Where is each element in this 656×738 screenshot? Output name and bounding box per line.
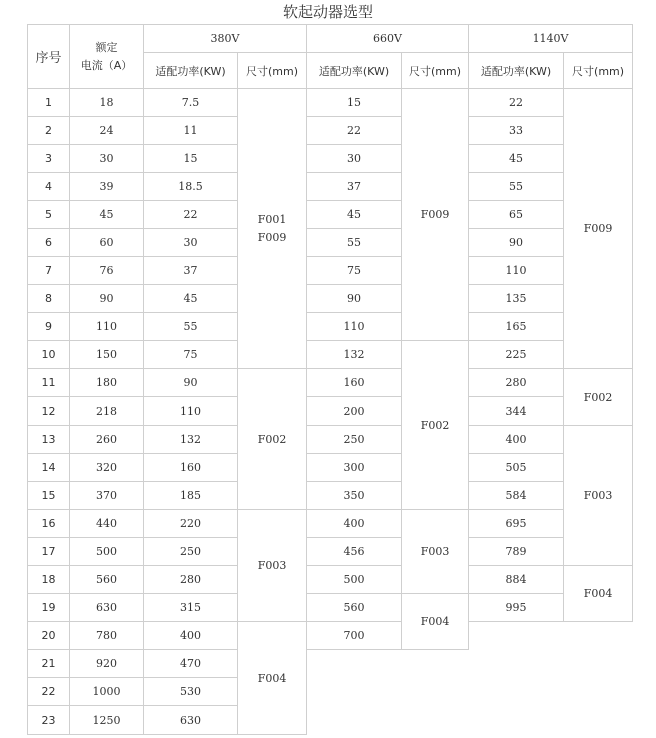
row-number: 13 bbox=[28, 426, 70, 454]
power-380-cell: 185 bbox=[144, 482, 238, 510]
row-number: 22 bbox=[28, 678, 70, 706]
size-660-group-2: F002 bbox=[402, 341, 469, 510]
rated-current-cell: 30 bbox=[70, 145, 144, 173]
table-row bbox=[28, 510, 633, 538]
power-380-cell: 530 bbox=[144, 678, 238, 706]
table-row bbox=[28, 341, 633, 369]
table-row bbox=[28, 117, 633, 145]
power-660-cell: 90 bbox=[307, 285, 402, 313]
power-1140-cell: 110 bbox=[469, 257, 564, 285]
power-660-cell: 500 bbox=[307, 566, 402, 594]
row-number: 10 bbox=[28, 341, 70, 369]
size-1140-group-4: F004 bbox=[564, 566, 633, 622]
rated-current-cell: 320 bbox=[70, 454, 144, 482]
power-380-cell: 132 bbox=[144, 426, 238, 454]
power-380-cell: 15 bbox=[144, 145, 238, 173]
table-row bbox=[28, 313, 633, 341]
header-660-size: 尺寸(mm) bbox=[402, 53, 469, 89]
power-380-cell: 110 bbox=[144, 397, 238, 426]
rated-current-cell: 630 bbox=[70, 594, 144, 622]
header-row-voltage bbox=[28, 25, 633, 53]
table-row bbox=[28, 622, 633, 650]
table-row bbox=[28, 426, 633, 454]
rated-current-cell: 218 bbox=[70, 397, 144, 426]
rated-current-cell: 920 bbox=[70, 650, 144, 678]
table-row bbox=[28, 650, 633, 678]
size-code: F009 bbox=[257, 230, 287, 244]
power-660-cell: 560 bbox=[307, 594, 402, 622]
power-660-cell: 250 bbox=[307, 426, 402, 454]
header-rated-current bbox=[70, 25, 144, 89]
size-code: F001 bbox=[257, 212, 287, 226]
size-1140-group-1: F009 bbox=[564, 89, 633, 369]
power-1140-cell: 225 bbox=[469, 341, 564, 369]
table-row bbox=[28, 257, 633, 285]
power-380-cell: 11 bbox=[144, 117, 238, 145]
header-rated-line1: 额定 bbox=[95, 40, 118, 54]
power-660-cell: 700 bbox=[307, 622, 402, 650]
table-row bbox=[28, 145, 633, 173]
header-380-power: 适配功率(KW) bbox=[144, 53, 238, 89]
table-row bbox=[28, 482, 633, 510]
power-380-cell: 90 bbox=[144, 369, 238, 397]
row-number: 12 bbox=[28, 397, 70, 426]
power-1140-cell: 505 bbox=[469, 454, 564, 482]
table-row bbox=[28, 538, 633, 566]
row-number: 16 bbox=[28, 510, 70, 538]
power-380-cell: 22 bbox=[144, 201, 238, 229]
row-number: 18 bbox=[28, 566, 70, 594]
power-660-cell: 350 bbox=[307, 482, 402, 510]
power-1140-cell: 280 bbox=[469, 369, 564, 397]
rated-current-cell: 560 bbox=[70, 566, 144, 594]
rated-current-cell: 180 bbox=[70, 369, 144, 397]
power-380-cell: 470 bbox=[144, 650, 238, 678]
power-1140-cell: 884 bbox=[469, 566, 564, 594]
row-number: 23 bbox=[28, 706, 70, 735]
header-1140-size: 尺寸(mm) bbox=[564, 53, 633, 89]
power-1140-cell: 65 bbox=[469, 201, 564, 229]
power-660-cell: 110 bbox=[307, 313, 402, 341]
power-660-cell: 160 bbox=[307, 369, 402, 397]
header-seq: 序号 bbox=[28, 25, 70, 89]
power-660-cell: 200 bbox=[307, 397, 402, 426]
table-row bbox=[28, 173, 633, 201]
row-number: 6 bbox=[28, 229, 70, 257]
rated-current-cell: 18 bbox=[70, 89, 144, 117]
empty-region bbox=[307, 650, 633, 735]
row-number: 19 bbox=[28, 594, 70, 622]
power-660-cell: 30 bbox=[307, 145, 402, 173]
power-380-cell: 400 bbox=[144, 622, 238, 650]
rated-current-cell: 45 bbox=[70, 201, 144, 229]
header-rated-line2: 电流（A） bbox=[80, 58, 133, 72]
rated-current-cell: 780 bbox=[70, 622, 144, 650]
rated-current-cell: 39 bbox=[70, 173, 144, 201]
header-660v: 660V bbox=[307, 25, 469, 53]
power-660-cell: 132 bbox=[307, 341, 402, 369]
table-row bbox=[28, 201, 633, 229]
row-number: 3 bbox=[28, 145, 70, 173]
power-380-cell: 315 bbox=[144, 594, 238, 622]
power-1140-cell: 400 bbox=[469, 426, 564, 454]
rated-current-cell: 90 bbox=[70, 285, 144, 313]
table-row bbox=[28, 397, 633, 426]
power-380-cell: 280 bbox=[144, 566, 238, 594]
empty-region bbox=[469, 622, 633, 650]
power-380-cell: 45 bbox=[144, 285, 238, 313]
rated-current-cell: 24 bbox=[70, 117, 144, 145]
size-1140-group-3: F003 bbox=[564, 426, 633, 566]
row-number: 5 bbox=[28, 201, 70, 229]
power-380-cell: 37 bbox=[144, 257, 238, 285]
power-660-cell: 15 bbox=[307, 89, 402, 117]
power-380-cell: 250 bbox=[144, 538, 238, 566]
row-number: 11 bbox=[28, 369, 70, 397]
power-380-cell: 630 bbox=[144, 706, 238, 735]
power-660-cell: 55 bbox=[307, 229, 402, 257]
header-380v: 380V bbox=[144, 25, 307, 53]
row-number: 7 bbox=[28, 257, 70, 285]
power-380-cell: 55 bbox=[144, 313, 238, 341]
rated-current-cell: 60 bbox=[70, 229, 144, 257]
rated-current-cell: 110 bbox=[70, 313, 144, 341]
power-380-cell: 160 bbox=[144, 454, 238, 482]
power-1140-cell: 45 bbox=[469, 145, 564, 173]
table-row bbox=[28, 89, 633, 117]
row-number: 20 bbox=[28, 622, 70, 650]
header-660-power: 适配功率(KW) bbox=[307, 53, 402, 89]
header-1140-power: 适配功率(KW) bbox=[469, 53, 564, 89]
table-row bbox=[28, 229, 633, 257]
size-380-group-4: F004 bbox=[238, 622, 307, 735]
power-660-cell: 22 bbox=[307, 117, 402, 145]
table-title: 软起动器选型 bbox=[282, 3, 373, 21]
header-380-size: 尺寸(mm) bbox=[238, 53, 307, 89]
size-380-group-2: F002 bbox=[238, 369, 307, 510]
selection-table bbox=[27, 24, 633, 735]
power-660-cell: 300 bbox=[307, 454, 402, 482]
power-1140-cell: 165 bbox=[469, 313, 564, 341]
power-660-cell: 37 bbox=[307, 173, 402, 201]
table-row bbox=[28, 285, 633, 313]
table-row bbox=[28, 594, 633, 622]
size-380-group-1 bbox=[238, 89, 307, 369]
rated-current-cell: 1000 bbox=[70, 678, 144, 706]
row-number: 9 bbox=[28, 313, 70, 341]
rated-current-cell: 260 bbox=[70, 426, 144, 454]
size-660-group-4: F004 bbox=[402, 594, 469, 650]
size-380-group-3: F003 bbox=[238, 510, 307, 622]
header-1140v: 1140V bbox=[469, 25, 633, 53]
power-380-cell: 220 bbox=[144, 510, 238, 538]
size-660-group-3: F003 bbox=[402, 510, 469, 594]
power-380-cell: 7.5 bbox=[144, 89, 238, 117]
power-660-cell: 75 bbox=[307, 257, 402, 285]
row-number: 14 bbox=[28, 454, 70, 482]
rated-current-cell: 76 bbox=[70, 257, 144, 285]
table-row bbox=[28, 369, 633, 397]
row-number: 17 bbox=[28, 538, 70, 566]
power-1140-cell: 55 bbox=[469, 173, 564, 201]
size-1140-group-2: F002 bbox=[564, 369, 633, 426]
power-660-cell: 400 bbox=[307, 510, 402, 538]
rated-current-cell: 150 bbox=[70, 341, 144, 369]
row-number: 21 bbox=[28, 650, 70, 678]
power-1140-cell: 695 bbox=[469, 510, 564, 538]
row-number: 1 bbox=[28, 89, 70, 117]
row-number: 2 bbox=[28, 117, 70, 145]
power-1140-cell: 789 bbox=[469, 538, 564, 566]
power-380-cell: 30 bbox=[144, 229, 238, 257]
rated-current-cell: 500 bbox=[70, 538, 144, 566]
power-660-cell: 45 bbox=[307, 201, 402, 229]
table-row bbox=[28, 454, 633, 482]
rated-current-cell: 440 bbox=[70, 510, 144, 538]
row-number: 8 bbox=[28, 285, 70, 313]
rated-current-cell: 1250 bbox=[70, 706, 144, 735]
power-1140-cell: 344 bbox=[469, 397, 564, 426]
power-1140-cell: 135 bbox=[469, 285, 564, 313]
size-660-group-1: F009 bbox=[402, 89, 469, 341]
power-1140-cell: 584 bbox=[469, 482, 564, 510]
row-number: 4 bbox=[28, 173, 70, 201]
power-380-cell: 75 bbox=[144, 341, 238, 369]
power-1140-cell: 995 bbox=[469, 594, 564, 622]
power-1140-cell: 90 bbox=[469, 229, 564, 257]
rated-current-cell: 370 bbox=[70, 482, 144, 510]
table-row bbox=[28, 566, 633, 594]
power-1140-cell: 22 bbox=[469, 89, 564, 117]
power-1140-cell: 33 bbox=[469, 117, 564, 145]
row-number: 15 bbox=[28, 482, 70, 510]
power-660-cell: 456 bbox=[307, 538, 402, 566]
power-380-cell: 18.5 bbox=[144, 173, 238, 201]
